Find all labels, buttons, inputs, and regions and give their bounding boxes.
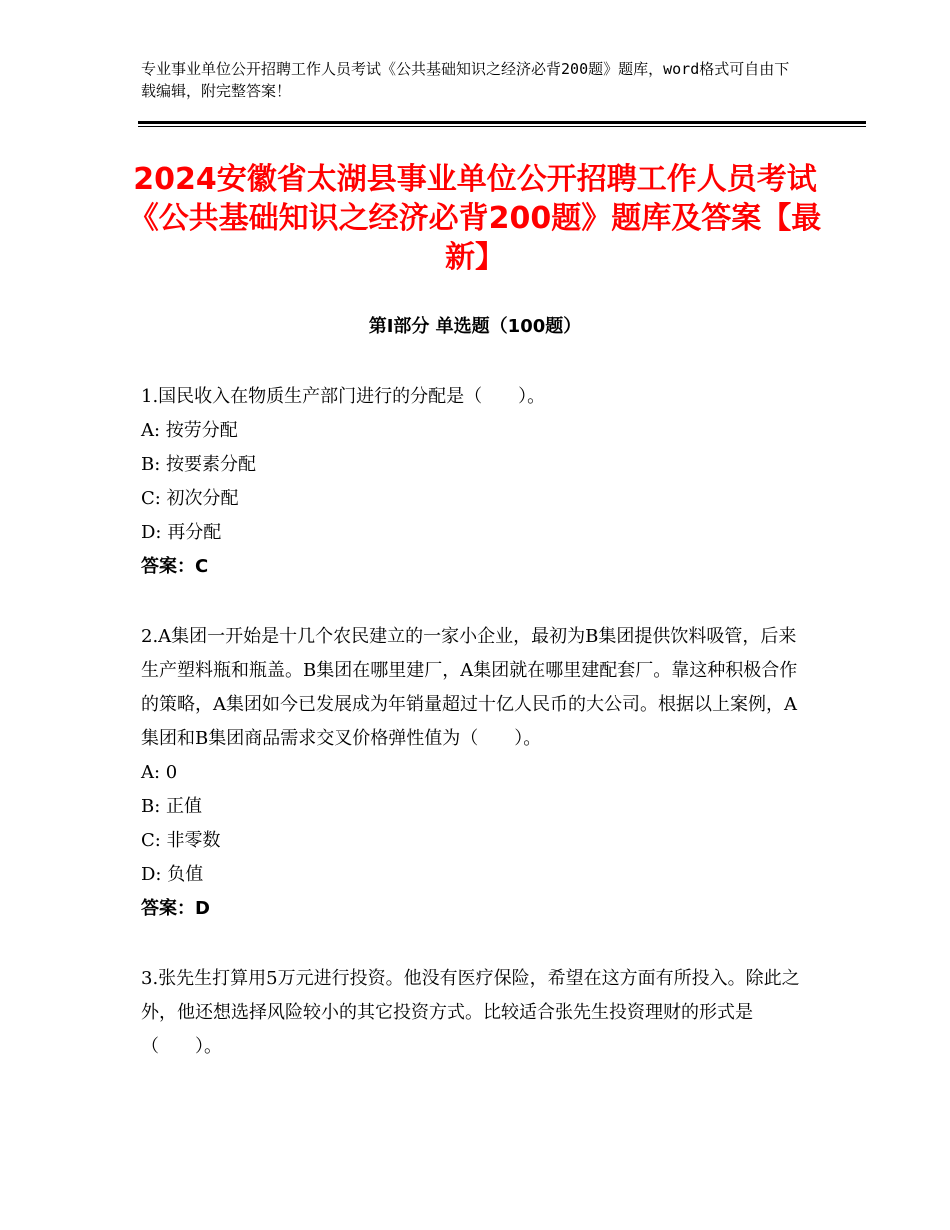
question-list [141, 380, 811, 1100]
option-a: A: 0 [141, 762, 178, 783]
question-3 [141, 962, 811, 1064]
question-1 [141, 380, 811, 584]
header-note: 专业事业单位公开招聘工作人员考试《公共基础知识之经济必背200题》题库，word格式可自由下载编辑，附完整答案！ [141, 60, 790, 100]
question-stem: 3.张先生打算用5万元进行投资。他没有医疗保险，希望在这方面有所投入。除此之外，他还想选择风险较小的其它投资方式。比较适合张先生投资理财的形式是（ ）。 [141, 968, 800, 1057]
header-rule-thin [138, 126, 866, 127]
question-stem: 2.A集团一开始是十几个农民建立的一家小企业，最初为B集团提供饮料吸管，后来生产塑料瓶和瓶盖。B集团在哪里建厂，A集团就在哪里建配套厂。靠这种积极合作的策略，A集团如今已发展成为年销量超过十亿人民币的大公司。根据以上案例，A集团和B集团商品需求交叉价格弹性值为（ ）。 [141, 626, 798, 749]
answer-label: 答案：D [141, 898, 210, 919]
option-a: A: 按劳分配 [141, 420, 238, 441]
answer-label: 答案：C [141, 556, 209, 577]
option-b: B: 正值 [141, 796, 203, 817]
option-d: D: 再分配 [141, 522, 222, 543]
document-title: 2024安徽省太湖县事业单位公开招聘工作人员考试《公共基础知识之经济必背200题》题库及答案【最新】 [128, 162, 822, 275]
question-2 [141, 620, 811, 926]
question-stem: 1.国民收入在物质生产部门进行的分配是（ ）。 [141, 386, 546, 407]
option-d: D: 负值 [141, 864, 204, 885]
section-title: 第Ⅰ部分 单选题（100题） [368, 316, 582, 337]
option-c: C: 非零数 [141, 830, 221, 851]
option-b: B: 按要素分配 [141, 454, 257, 475]
option-c: C: 初次分配 [141, 488, 239, 509]
header-rule-thick [138, 121, 866, 124]
